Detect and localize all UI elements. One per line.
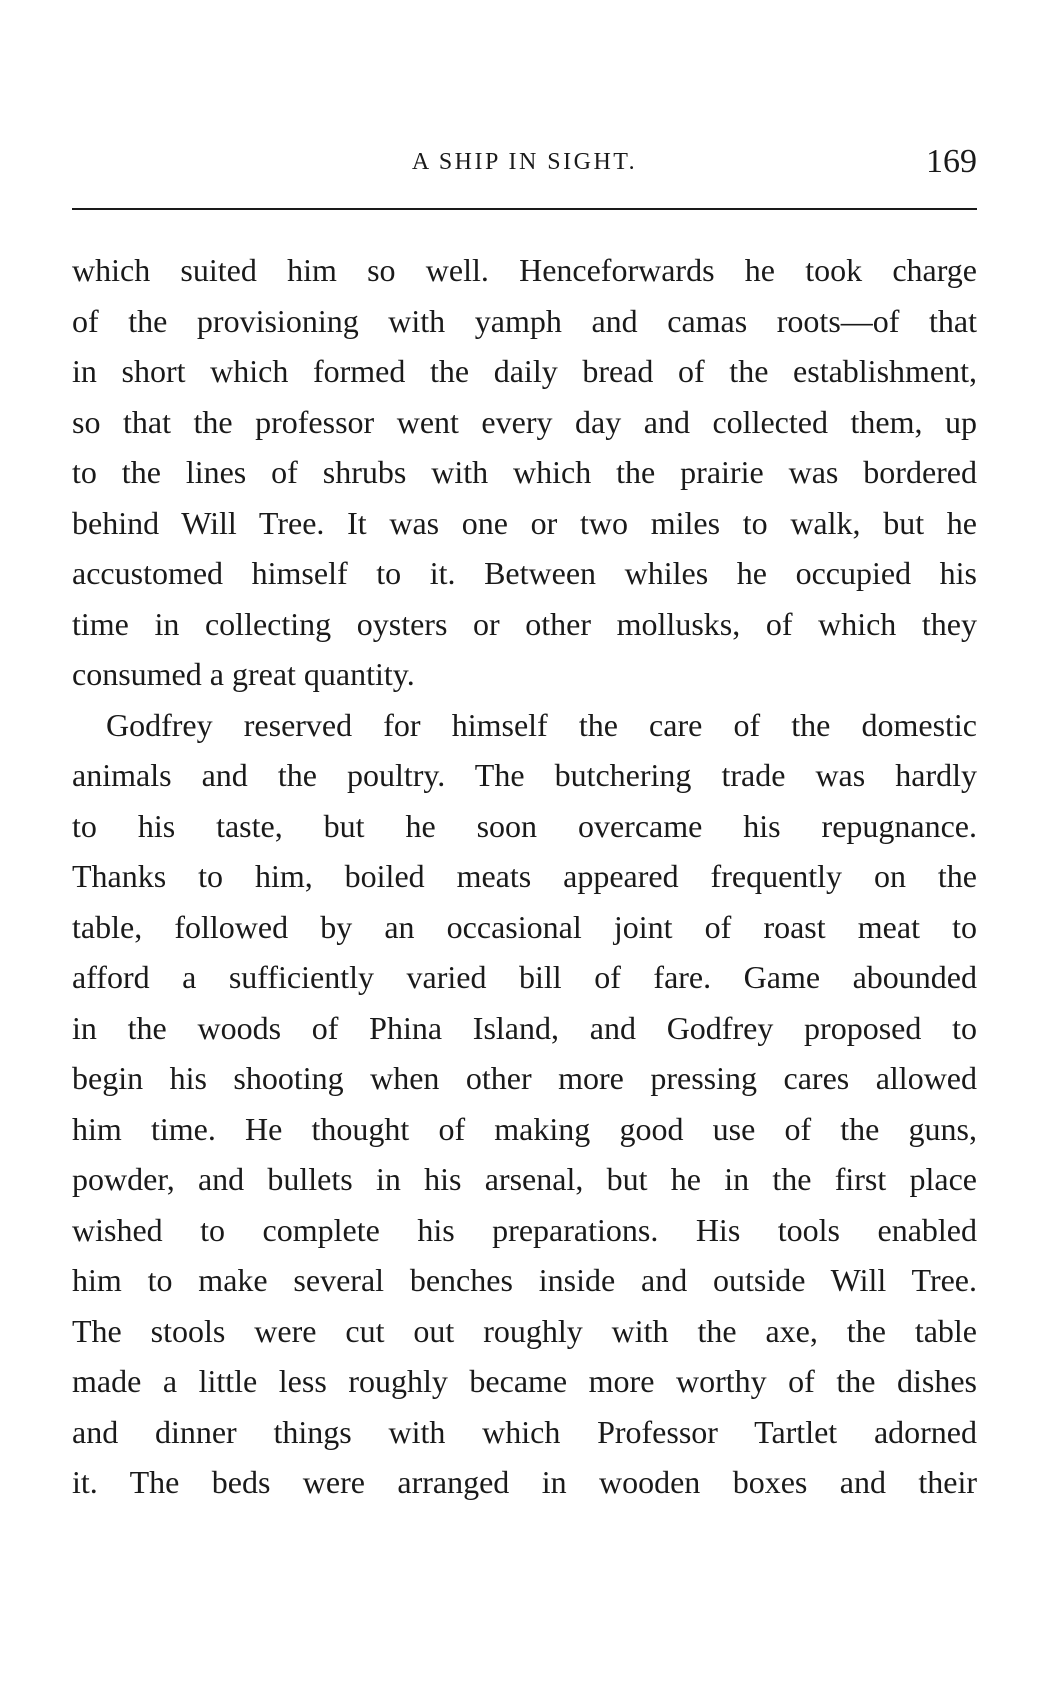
text-line: Thanks to him, boiled meats appeared frequently on the: [72, 858, 977, 894]
text-line: him time. He thought of making good use of the guns,: [72, 1110, 977, 1147]
body-text: [72, 245, 977, 1508]
text-line: animals and the poultry. The butchering trade was hardly: [72, 757, 977, 793]
text-line: which suited him so well. Henceforwards he took charge: [72, 252, 977, 288]
text-line: to the lines of shrubs with which the prairie was bordered: [72, 454, 977, 490]
header-rule: [72, 208, 977, 210]
text-line: afford a sufficiently varied bill of fare. Game abounded: [72, 959, 977, 995]
text-line: accustomed himself to it. Between whiles he occupied his: [72, 555, 977, 591]
page-number: 169: [926, 143, 977, 180]
text-line: consumed a great quantity.: [72, 656, 415, 692]
text-line: made a little less roughly became more worthy of the dishes: [72, 1363, 977, 1399]
text-line: to his taste, but he soon overcame his repugnance.: [72, 807, 977, 844]
text-line: it. The beds were arranged in wooden boxes and their: [72, 1464, 977, 1500]
text-line: begin his shooting when other more pressing cares allowed: [72, 1060, 977, 1096]
text-line: him to make several benches inside and outside Will Tree.: [72, 1262, 977, 1298]
text-line: in short which formed the daily bread of the establishment,: [72, 353, 977, 389]
text-line: time in collecting oysters or other mollusks, of which they: [72, 605, 977, 642]
text-line: behind Will Tree. It was one or two miles to walk, but he: [72, 504, 977, 541]
running-head: [72, 143, 977, 186]
text-line: powder, and bullets in his arsenal, but he in the first place: [72, 1161, 977, 1197]
text-line: table, followed by an occasional joint of roast meat to: [72, 908, 977, 945]
chapter-title: A SHIP IN SIGHT.: [411, 149, 638, 175]
text-line: wished to complete his preparations. His tools enabled: [72, 1211, 977, 1248]
text-line: The stools were cut out roughly with the axe, the table: [72, 1312, 977, 1349]
text-line: in the woods of Phina Island, and Godfrey proposed to: [72, 1009, 977, 1046]
text-line: of the provisioning with yamph and camas roots—of that: [72, 302, 977, 339]
text-line: and dinner things with which Professor Tartlet adorned: [72, 1413, 977, 1450]
paragraph-2: [72, 700, 977, 1508]
text-line: so that the professor went every day and collected them, up: [72, 403, 977, 440]
text-line: Godfrey reserved for himself the care of the domestic: [106, 706, 977, 743]
paragraph-1: [72, 245, 977, 700]
